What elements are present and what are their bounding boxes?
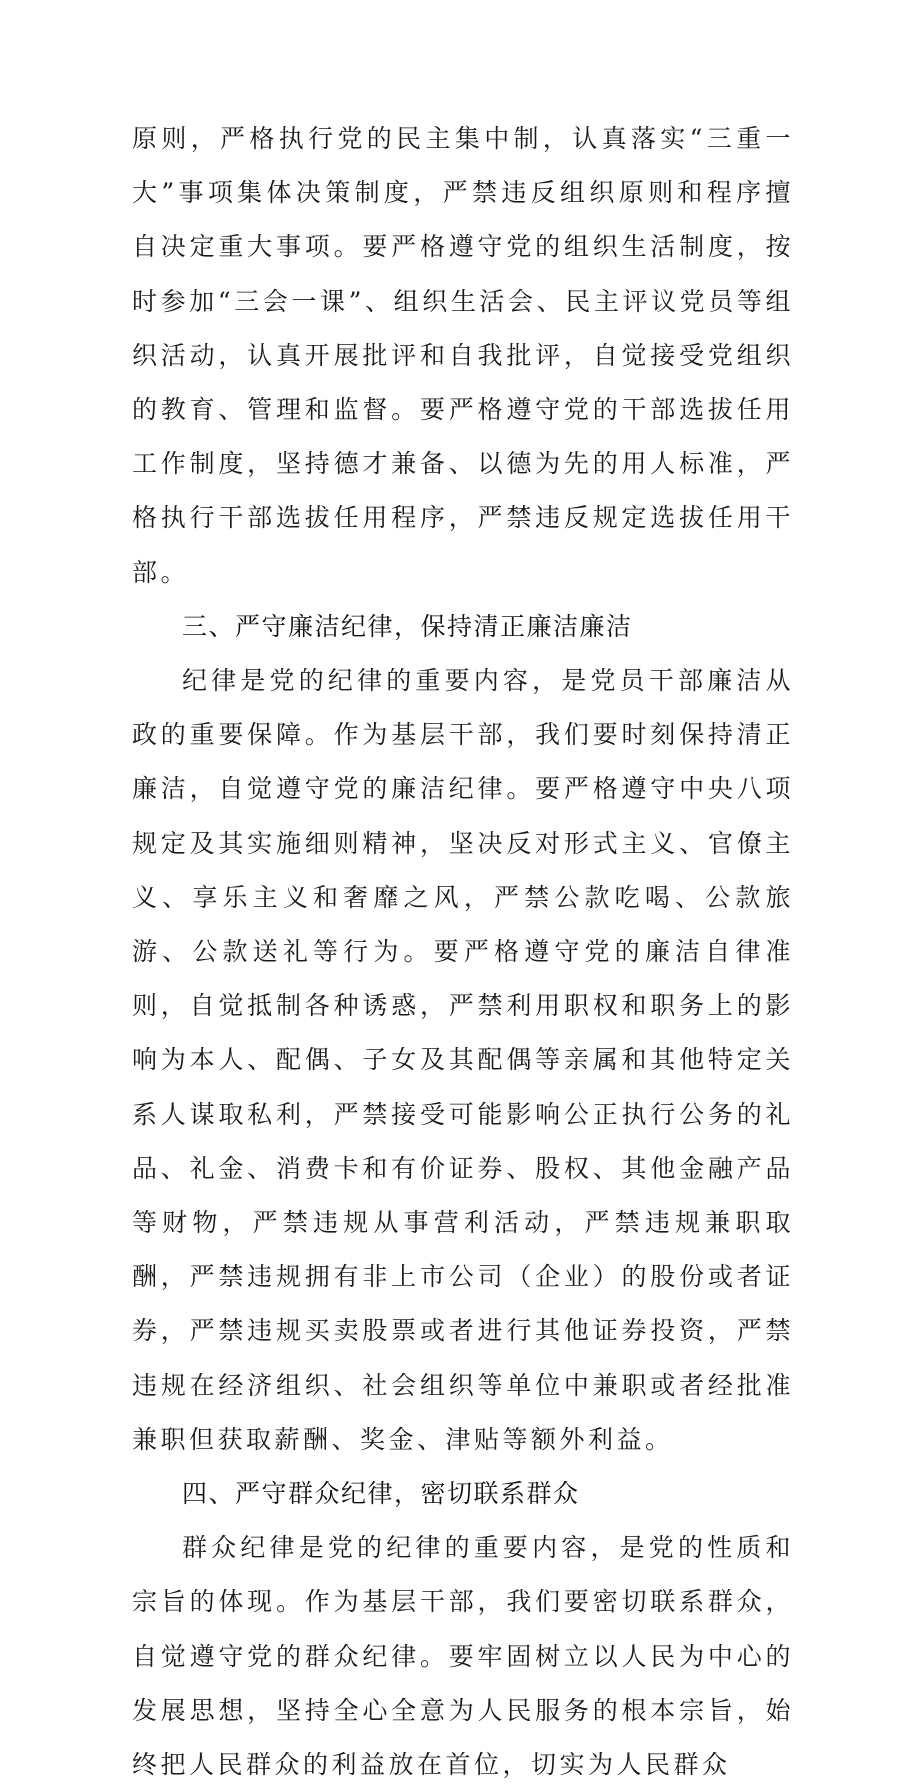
body-paragraph-integrity: 纪律是党的纪律的重要内容，是党员干部廉洁从政的重要保障。作为基层干部，我们要时刻保持清正廉洁，自觉遵守党的廉洁纪律。要严格遵守中央八项规定及其实施细则精神，坚决反对形式主义、官僚主义、享乐主义和奢靡之风，严禁公款吃喝、公款旅游、公款送礼等行为。要严格遵守党的廉洁自律准则，自觉抵制各种诱惑，严禁利用职权和职务上的影响为本人、配偶、子女及其配偶等亲属和其他特定关系人谋取私利，严禁接受可能影响公正执行公务的礼品、礼金、消费卡和有价证券、股权、其他金融产品等财物，严禁违规从事营利活动，严禁违规兼职取酬，严禁违规拥有非上市公司（企业）的股份或者证券，严禁违规买卖股票或者进行其他证券投资，严禁违规在经济组织、社会组织等单位中兼职或者经批准兼职但获取薪酬、奖金、津贴等额外利益。 — [132, 666, 794, 1454]
section-heading-three: 三、严守廉洁纪律，保持清正廉洁廉洁 — [182, 611, 633, 641]
section-heading-four: 四、严守群众纪律，密切联系群众 — [182, 1479, 580, 1509]
body-paragraph-continued: 原则，严格执行党的民主集中制，认真落实“三重一大”事项集体决策制度，严禁违反组织原则和程序擅自决定重大事项。要严格遵守党的组织生活制度，按时参加“三会一课”、组织生活会、民主评议党员等组织活动，认真开展批评和自我批评，自觉接受党组织的教育、管理和监督。要严格遵守党的干部选拔任用工作制度，坚持德才兼备、以德为先的用人标准，严格执行干部选拔任用程序，严禁违反规定选拔任用干部。 — [132, 124, 794, 587]
document-body — [132, 112, 794, 1792]
body-paragraph-masses: 群众纪律是党的纪律的重要内容，是党的性质和宗旨的体现。作为基层干部，我们要密切联系群众，自觉遵守党的群众纪律。要牢固树立以人民为中心的发展思想，坚持全心全意为人民服务的根本宗旨，始终把人民群众的利益放在首位，切实为人民群众 — [132, 1533, 794, 1780]
